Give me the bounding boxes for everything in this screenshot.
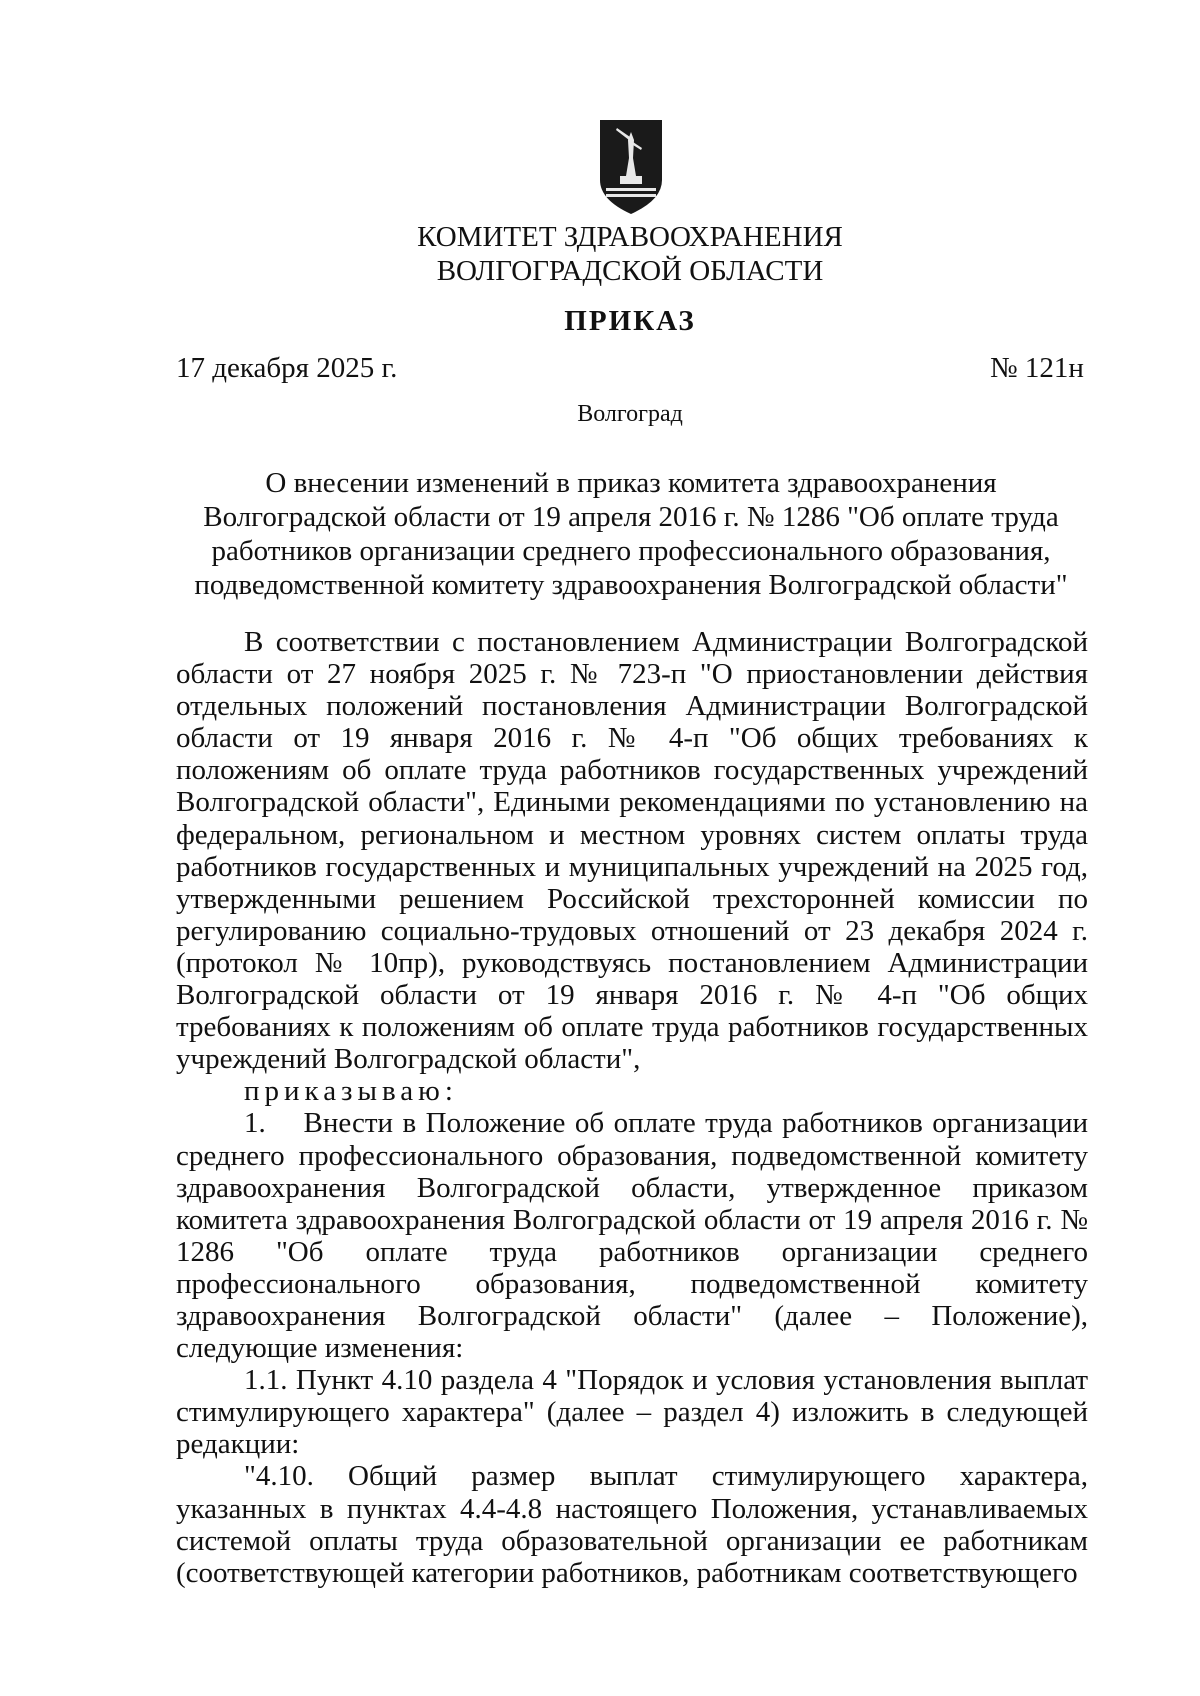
doc-body	[176, 626, 1096, 1589]
doc-subject: О внесении изменений в приказ комитета здравоохранения Волгоградской области от 19 апреля 2016 г. № 1286 "Об оплате труда работников организации среднего профессионального образования, подведомственной комитету здравоохранения Волгоградской области"	[194, 467, 1068, 601]
org-name	[0, 220, 1200, 288]
doc-date: 17 декабря 2025 г.	[176, 352, 398, 384]
doc-number: № 121н	[990, 352, 1084, 384]
volgograd-emblem-icon	[596, 118, 666, 218]
item-1-1-paragraph: 1.1. Пункт 4.10 раздела 4 "Порядок и условия установления выплат стимулирующего характера" (далее – раздел 4) изложить в следующей редакции:	[176, 1364, 1088, 1461]
org-name-line1: КОМИТЕТ ЗДРАВООХРАНЕНИЯ	[417, 221, 843, 253]
doc-type-title: ПРИКАЗ	[564, 305, 696, 337]
doc-city: Волгоград	[577, 401, 683, 427]
item-4-10-paragraph: "4.10. Общий размер выплат стимулирующего характера, указанных в пунктах 4.4-4.8 настоящего Положения, устанавливаемых системой оплаты труда образовательной организации ее работникам (соответствующей категории работников, работникам соответствующего	[176, 1460, 1088, 1589]
preamble-paragraph: В соответствии с постановлением Администрации Волгоградской области от 27 ноября 2025 г. № 723-п "О приостановлении действия отдельных положений постановления Администрации Волгоградской области от 19 января 2016 г. № 4-п "Об общих требованиях к положениям об оплате труда работников государственных учреждений Волгоградской области", Едиными рекомендациями по установлению на федеральном, региональном и местном уровнях систем оплаты труда работников государственных и муниципальных учреждений на 2025 год, утвержденными решением Российской трехсторонней комиссии по регулированию социально-трудовых отношений от 23 декабря 2024 г. (протокол № 10пр), руководствуясь постановлением Администрации Волгоградской области от 19 января 2016 г. № 4-п "Об общих требованиях к положениям об оплате труда работников государственных учреждений Волгоградской области",	[176, 626, 1088, 1076]
decree-word: приказываю:	[244, 1075, 458, 1108]
item-1-paragraph: 1. Внести в Положение об оплате труда работников организации среднего профессионального образования, подведомственной комитету здравоохранения Волгоградской области, утвержденное приказом комитета здравоохранения Волгоградской области от 19 апреля 2016 г. № 1286 "Об оплате труда работников организации среднего профессионального образования, подведомственной комитету здравоохранения Волгоградской области" (далее – Положение), следующие изменения:	[176, 1107, 1096, 1365]
org-name-line2: ВОЛГОГРАДСКОЙ ОБЛАСТИ	[436, 255, 824, 287]
